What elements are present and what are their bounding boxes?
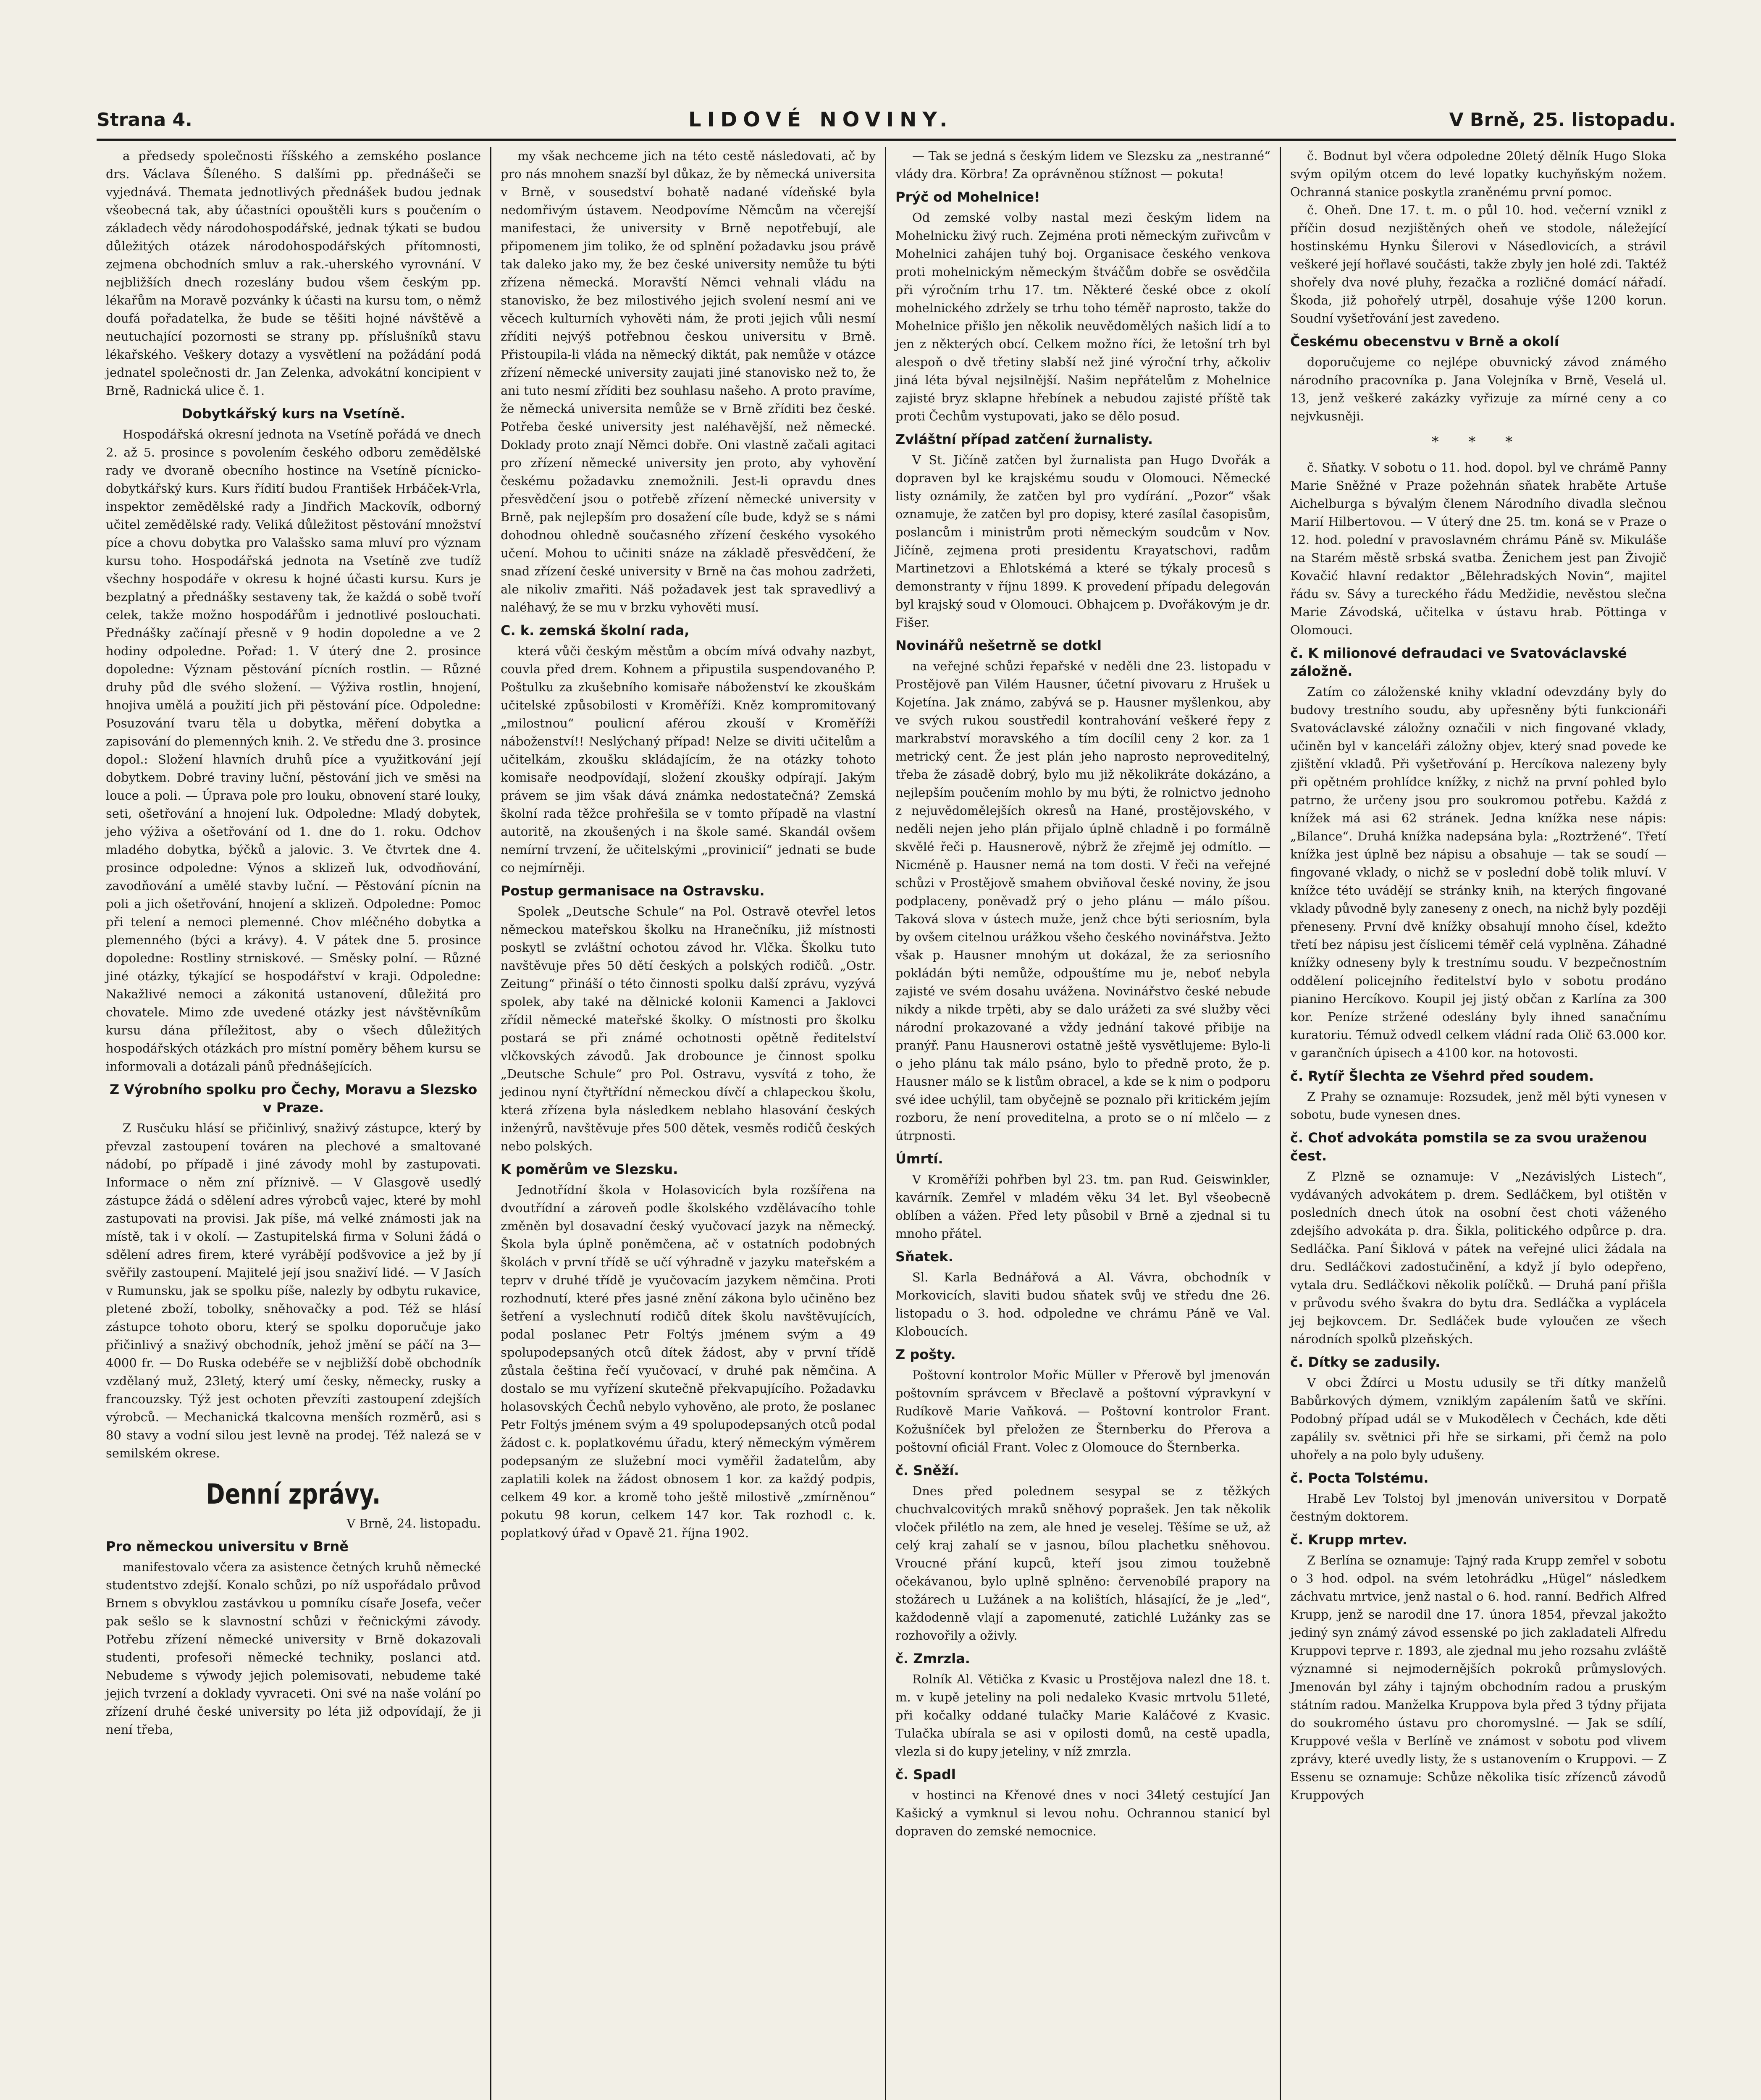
article-heading: Z Výrobního spolku pro Čechy, Moravu a Slezsko v Praze. xyxy=(109,1082,478,1116)
article-text: doporučujeme co nejlépe obuvnický závod známého národního pracovníka p. Jana Volejníka v Brně, Veselá ul. 13, jenž veškeré zakázky vyřizuje za mírné ceny a co nejvkusněji. xyxy=(1290,355,1667,423)
article-heading: č. Dítky se zadusily. xyxy=(1290,1354,1441,1370)
article-heading: Dobytkářský kurs na Vsetíně. xyxy=(181,406,405,422)
article-heading: č. Choť advokáta pomstila se za svou uraženou čest. xyxy=(1290,1130,1647,1164)
article-text: Zatím co záloženské knihy vkladní odevzdány byly do budovy trestního soudu, aby upřesněny býti funkcionáři Svatováclavské záložny označili v nich fingované vklady, učiněn byl v kanceláři záložny objev, který snad povede ke zjištění vkladů. Při vyšetřování p. Hercíkova nalezeny byly při opětném prohlídce knížky, z nichž na první pohled bylo patrno, že určeny jsou pro soukromou potřebu. Každá z knížek má asi 62 stránek. Jedna knížka nese nápis: „Bilance“. Druhá knížka nadepsána byla: „Roztržené“. Třetí knížka jest úplně bez nápisu a obsahuje — tak se soudí — fingované vklady, o nichž se v poslední době tolik mluví. V knížce této uvádějí se stránky knih, na kterých fingované vklady původně byly zaneseny z onech, na nichž byly později přeneseny. První dvě knížky obsahují mnoho čísel, kdežto třetí bez nápisu jest číslicemi téměř celá vyplněna. Záhadné knížky odneseny byly k trestnímu soudu. V bezpečnostním oddělení policejního ředitelství bylo v sobotu prodáno pianino Hercíkovo. Koupil jej jistý občan z Karlína za 300 kor. Peníze stržené odeslány byly ihned sanačnímu kuratoriu. Témuž odvedl celkem vládní rada Olič 63.000 kor. v garančních úpisech a 4100 kor. na hotovosti. xyxy=(1290,685,1667,1060)
article-heading: Úmrtí. xyxy=(895,1151,943,1167)
article-text: Od zemské volby nastal mezi českým lidem na Mohelnicku živý ruch. Zejména proti německým zuřivcům v Mohelnici zahájen tuhý boj. Organisace českého venkova proti mohelnickým německým štváčům dobře se osvědčila při výročním trhu 17. tm. Některé české obce z okolí mohelnického zdržely se trhu toho téměř naprosto, takže do Mohelnice přišlo jen několik neuvědomělých našich lidí a to jen z některých obcí. Celkem možno říci, že letošní trh byl alespoň o dvě třetiny slabší než jiné výroční trhy, ačkoliv jiná léta býval nejsilnější. Našim nepřátelům z Mohelnice zajisté bryz sklapne hřebínek a nebudou zajisté příště tak proti Čechům vystupovati, jako se dělo posud. xyxy=(895,210,1270,423)
article-heading: Prýč od Mohelnice! xyxy=(895,189,1040,205)
article-text: Z Rusčuku hlásí se přičinlivý, snaživý zástupce, který by převzal zastoupení továren na plechové a smaltované nádobí, po případě i jiné závody mohl by zastupovati. Informace o něm zní příznivě. — V Glasgově usedlý zástupce žádá o sdělení adres výrobců vajec, které by mohl zastupovati na provisi. Jak píše, má velké známosti jak na místě, tak i v okolí. — Zastupitelská firma v Soluni žádá o sdělení adres firem, které vyrábějí podšvovice a jež by jí svěřily zastoupení. Majitelé její jsou snaživí lidé. — V Jasích v Rumunsku, jak se spolku píše, nalezly by odbytu rukavice, pletené zboží, tobolky, sněhovačky a pod. Též se hlásí zástupce tohoto oboru, který se spolku doporučuje jako přičinlivý a snaživý obchodník, jehož jmění se páčí na 3—4000 fr. — Do Ruska odebéře se v nejbližší době obchodník vzdělaný muž, 23letý, který umí česky, německy, rusky a francouzsky. Týž jest ochoten převzíti zastoupení zdejších výrobců. — Mechanická tkalcovna menších rozměrů, asi s 80 stavy a vodní silou jest levně na prodej. Též nalezá se v semilském okrese. xyxy=(106,1121,481,1460)
article-text: která vůči českým městům a obcím mívá odvahy nazbyt, couvla před drem. Kohnem a připustila suspendovaného P. Poštulku za zkušebního komisaře náboženství ke zkouškám učitelské způsobilosti v Kroměříži. Kněz kompromitovaný „milostnou“ poulicní aférou zkouší v Kroměříži náboženství!! Neslýchaný případ! Nelze se diviti učitelům a učitelkám, zkoušku skládajícím, že na otázky tohoto komisaře neodpovídají, složení zkoušky odpírají. Jakým právem se jim však dává známka nedostatečná? Zemská školní rada těžce prohřešila se v tomto případě na vlastní autoritě, na zkoušených i na škole samé. Skandál ovšem nemírní trvzení, že učitelskými „provinicií“ jednati se bude co nejmírněji. xyxy=(501,644,876,875)
article-heading: Pro německou universitu v Brně xyxy=(106,1538,349,1554)
article-text: č. Bodnut byl včera odpoledne 20letý dělník Hugo Sloka svým opilým otcem do levé lopatky kuchyňským nožem. Ochranná stanice poskytla zraněnému první pomoc. xyxy=(1290,149,1667,199)
article-heading: Novinářů nešetrně se dotkl xyxy=(895,638,1102,654)
article-text: Z Berlína se oznamuje: Tajný rada Krupp zemřel v sobotu o 3 hod. odpol. na svém letohrádku „Hügel“ následkem záchvatu mrtvice, jenž nastal o 6. hod. ranní. Bedřich Alfred Krupp, jenž se narodil dne 17. února 1854, převzal jakožto jediný syn známý závod essenské po jich zakladateli Alfredu Kruppovi teprve r. 1893, ale zjednal mu jeho rozsahu zvláště významné si nejmodernějších pokroků průmyslových. Jmenován byl záhy i tajným obchodním radou a pruským státním radou. Manželka Kruppova byla před 3 týdny přijata do soukromého ústavu pro choromyslné. — Jak se sdílí, Kruppové vešla v Berlíně ve známost v sobotu pod vlivem zprávy, které uvedly listy, že s ustanovením o Kruppovi. — Z Essenu se oznamuje: Schůze několika tisíc zřízenců závodů Kruppových xyxy=(1290,1553,1667,1802)
article-heading: Zvláštní případ zatčení žurnalisty. xyxy=(895,431,1153,447)
page-number: Strana 4. xyxy=(97,109,192,131)
article-text: Sl. Karla Bednářová a Al. Vávra, obchodník v Morkovicích, slaviti budou sňatek svůj ve středu dne 26. listopadu o 3. hod. odpoledne ve chrámu Páně ve Val. Kloboucích. xyxy=(895,1270,1270,1339)
article-text: č. Sňatky. V sobotu o 11. hod. dopol. byl ve chrámě Panny Marie Sněžné v Praze požehnán sňatek hraběte Artuše Aichelburga s bývalým členem Národního divadla slečnou Marií Hilbertovou. — V úterý dne 25. tm. koná se v Praze o 12. hod. polední v pravoslavném chrámu Páně sv. Mikuláše na Starém městě srbská svatba. Ženichem jest pan Živojič Kovačić hlavní redaktor „Bělehradských Novin“, majitel řádu sv. Sávy a tureckého řádu Medžidie, nevěstou slečna Marie Závodská, učitelka v ústavu hrab. Pöttinga v Olomouci. xyxy=(1290,460,1667,637)
article-heading: č. K milionové defraudaci ve Svatováclavské záložně. xyxy=(1290,645,1627,679)
article-text: V obci Ždírci u Mostu udusily se tři dítky manželů Babůrkových dýmem, vzniklým zapálením šatů ve skříni. Podobný případ udál se v Mukodělech v Čechách, kde děti zapálily sv. světnici při hře se sirkami, při čemž na polo uhořely a na polo byly udušeny. xyxy=(1290,1376,1667,1462)
article-heading: č. Krupp mrtev. xyxy=(1290,1532,1408,1548)
article-heading: č. Spadl xyxy=(895,1767,956,1782)
article-text: Spolek „Deutsche Schule“ na Pol. Ostravě otevřel letos německou mateřskou školku na Hranečníku, již místnosti poskytl se zvláštní ochotou závod hr. Vlčka. Školku tuto navštěvuje přes 50 dětí českých a polských rodičů. „Ostr. Zeitung“ přináší o této činnosti spolku další zprávu, vyzývá spolek, aby také na dělnické kolonii Kamenci a Jaklovci zřídil německé mateřské školky. O místnosti pro školku postará se při známé ochotnosti opětně ředitelství vlčkovských závodů. Jak drobounce je činnost spolku „Deutsche Schule“ pro Pol. Ostravu, vysvítá z toho, že jedinou nyní čtyřtřídní německou dívčí a chlapeckou školu, která zřízena byla následkem neblaho hlasování českých inženýrů, navštěvuje přes 500 dětek, vesměs rodičů českých nebo polských. xyxy=(501,904,876,1153)
article-text: v hostinci na Křenové dnes v noci 34letý cestující Jan Kašický a vymknul si levou nohu. Ochrannou stanicí byl dopraven do zemské nemocnice. xyxy=(895,1788,1270,1838)
article-heading: Českému obecenstvu v Brně a okolí xyxy=(1290,333,1559,349)
article-heading: Sňatek. xyxy=(895,1249,953,1265)
article-heading: C. k. zemská školní rada, xyxy=(501,622,690,638)
article-text: — Tak se jedná s českým lidem ve Slezsku za „nestranné“ vlády dra. Körbra! Za oprávněnou stížnost — pokuta! xyxy=(895,149,1270,181)
article-heading: K poměrům ve Slezsku. xyxy=(501,1161,678,1177)
article-heading: Postup germanisace na Ostravsku. xyxy=(501,883,765,899)
article-text: manifestovalo včera za asistence četných kruhů německé studentstvo zdejší. Konalo schůzi, po níž uspořádalo průvod Brnem s obvyklou zastávkou u pomníku císaře Josefa, večer pak sešlo se k slavnostní schůzi v řečnickými závody. Potřebu zřízení německé university v Brně dokazovali studenti, profesoři německé techniky, poslanci atd. Nebudeme s výwody jejich polemisovati, nebudeme také jejich tvrzení a doklady vyvraceti. Oni své na naše volání po zřízení druhé české university po léta již odpovídají, že ji není třeba, xyxy=(106,1560,481,1737)
article-text: Dnes před polednem sesypal se z těžkých chuchvalcovitých mraků sněhový poprašek. Jen tak několik vloček přilétlo na zem, ale hned je veselej. Těšíme se už, až celý kraj zahalí se v jasnou, bílou plachetku sněhovou. Vroucné přání kupců, kteří jsou zimou toužebně očekávanou, bylo uplně splněno: červenobílé prapory na stožárech u Lužánek a na kolištích, hlásající, že je „led“, každodenně vlají a zapomenuté, zatichlé Lužánky zas se rozhovořily a oživly. xyxy=(895,1484,1270,1643)
article-heading: č. Zmrzla. xyxy=(895,1651,970,1667)
article-text: na veřejné schůzi řepařské v neděli dne 23. listopadu v Prostějově pan Vilém Hausner, účetní pivovaru z Hrušek u Kojetína. Jak známo, zabývá se p. Hausner myšlenkou, aby ve svých rukou soustředil kontrahování veškeré řepy z markrabství moravského a tím docílil ceny 2 kor. za 1 metrický cent. Že jest plán jeho naprosto neproveditelný, třeba že zásadě dobrý, bylo mu již několikráte dokázáno, a nejlepším poučením mohlo by mu býti, že rolnictvo jednoho z nejuvědomělejších okresů na Hané, prostějovského, v neděli nejen jeho plán přijalo úplně chladně i po formálně skvělé řeči p. Hausnerově, nýbrž že zřejmě jej odmítlo. — Nicméně p. Hausner nemá na tom dosti. V řeči na veřejné schůzi v Prostějově smahem obviňoval české noviny, že jsou podplaceny, poněvadž prý o jeho plánu — málo píšou. Taková slova v ústech muže, jenž chce býti seriosním, byla by ovšem citelnou urážkou všeho českého novinářstva. Ježto však p. Hausner mnohým ut dokázal, že za seriosního pokládán býti nemůže, odpouštíme mu je, neboť nebyla zajisté ve svém dosahu uvážena. Novinářstvo české nebude nikdy a nikde trpěti, aby se dalo urážeti za své služby věci národní prokazované a vždy jednání takové přibije na pranýř. Panu Hausnerovi ostatně ještě vysvětlujeme: Bylo-li o jeho plánu tak málo psáno, bylo to předně proto, že p. Hausner málo se k listům obracel, a kde se k nim o podporu své idee uchýlil, tam obyčejně se poznalo při kritickém jejím rozboru, že není proveditelna, a proto se o ní mlčelo — z útrpnosti. xyxy=(895,659,1270,1143)
column-2 xyxy=(491,147,886,2100)
article-text: my však nechceme jich na této cestě následovati, ač by pro nás mnohem snazší byl důkaz, že by německá universita v Brně, v sousedství bohatě nadané vídeňské byla nedomřivým ústavem. Neodpovíme Němcům na včerejší manifestaci, že university v Brně nepotřebují, ale připomenem jim toliko, že od splnění požadavku jsou právě tak daleko jako my, že bez české university nemůže tu býti zřízena německá. Moravští Němci vehnali vládu na stanovisko, že bez milostivého jejich svolení nesmí ani ve věcech kulturních vyhověti nám, že proti jejich vůli nesmí zříditi nejvýš potřebnou českou universitu v Brně. Přistoupila-li vláda na německý diktát, pak nemůže v otázce zřízení německé university zaujati jiné stanovisko než to, že ani tuto nesmí zříditi bez souhlasu našeho. A proto pravíme, že německá universita nemůže se v Brně zříditi bez české. Potřeba české university jest naléhavější, než německé. Doklady proto znají Němci dobře. Oni vlastně začali agitaci pro zřízení německé university jen proto, aby vyhovění českému požadavku znemožnili. Jest-li opravdu dnes přesvědčení jsou o potřebě zřízení německé university v Brně, pak nejlepším pro dosažení cíle bude, když se s námi dohodnou ohledně současného zřízení českého vysokého učení. Mohou to učiniti snáze na základě přesvědčení, že snad zřízení české university v Brně na čas mohou zadržeti, ale nikoliv zmařiti. Náš požadavek jest tak spravedlivý a naléhavý, že se mu v brzku vyhověti musí. xyxy=(501,149,876,614)
article-text: Poštovní kontrolor Mořic Müller v Přerově byl jmenován poštovním správcem v Břeclavě a poštovní výpravkyní v Rudíkově Marie Vaňková. — Poštovní kontrolor Frant. Kožušníček byl přeložen ze Šternberku do Přerova a poštovní oficiál Frant. Volec z Olomouce do Šternberka. xyxy=(895,1368,1270,1454)
article-text: Z Plzně se oznamuje: V „Nezávislých Listech“, vydávaných advokátem p. drem. Sedláčkem, byl otištěn v posledních dnech útok na osobní čest choti váženého zdejšího advokáta p. dra. Šikla, politického odpůrce p. dra. Sedláčka. Paní Šiklová v pátek na veřejné ulici žádala na dru. Sedláčkovi zadostučinění, a když jí bylo odepřeno, vytala dru. Sedláčkovi několik políčků. — Druhá paní přišla v průvodu svého švakra do bytu dra. Sedláčka a vyplácela jej bejkovcem. Dr. Sedláček bude vyloučen ze všech národních spolků plzeňských. xyxy=(1290,1169,1667,1346)
article-text: Z Prahy se oznamuje: Rozsudek, jenž měl býti vynesen v sobotu, bude vynesen dnes. xyxy=(1290,1089,1667,1122)
article-text: Jednotřídní škola v Holasovicích byla rozšířena na dvoutřídní a zároveň podle školského vzdělávacího tohle změněn byl dosavadní český vyučovací jazyk na německý. Škola byla úplně poněmčena, ač v ostatních podobných školách v první třídě se učí výhradně v jazyku mateřském a teprv v druhé třídě je vyučovacím jazykem němčina. Proti rozhodnutí, které přes jasné znění zákona bylo učiněno bez šetření a vyslechnutí rodičů dítek školu navštěvujících, podal poslanec Petr Foltýs jménem svým a 49 spolupodepsaných otců dítek žádost, aby v první třídě zůstala čeština řečí vyučovací, v druhé pak němčina. A dostalo se mu vyřízení skutečně překvapujícího. Požadavku holasovských Čechů nebylo vyhověno, ale proto, že poslanec Petr Foltýs jménem svým a 49 spolupodepsaných otců podal žádost c. k. poplatkovému úřadu, který německým výměrem podepsaným ze služební moci vyměřil žadatelům, aby zaplatili kolek na žádost obnosem 1 kor. za každý podpis, celkem 49 kor. a kromě toho ještě milostivě „zmírněnou“ pokutu 98 korun, celkem 147 kor. Tak rozhodl c. k. poplatkový úřad v Opavě 21. října 1902. xyxy=(501,1183,876,1540)
article-text: č. Oheň. Dne 17. t. m. o půl 10. hod. večerní vznikl z příčin dosud nezjištěných oheň ve stodole, náležející hostinskému Hynku Šilerovi v Násedlovicích, a strávil veškeré její hořlavé součásti, takže zbyly jen holé zdi. Taktéž shořely dva nové pluhy, řezačka a rozličné domácí nářadí. Škoda, již pohořelý utrpěl, dosahuje výše 1200 korun. Soudní vyšetřování jest zavedeno. xyxy=(1290,203,1667,326)
article-text: Hrabě Lev Tolstoj byl jmenován universitou v Dorpatě čestným doktorem. xyxy=(1290,1491,1667,1524)
article-heading: č. Rytíř Šlechta ze Všehrd před soudem. xyxy=(1290,1068,1594,1084)
column-1 xyxy=(97,147,491,2100)
article-heading: Z pošty. xyxy=(895,1347,956,1362)
article-heading: č. Pocta Tolstému. xyxy=(1290,1470,1429,1486)
article-heading: č. Sněží. xyxy=(895,1462,959,1478)
section-title: Denní zprávy. xyxy=(206,1478,381,1510)
article-text: V St. Jičíně zatčen byl žurnalista pan Hugo Dvořák a dopraven byl ke krajskému soudu v Olomouci. Německé listy oznámily, že zatčen byl pro vydírání. „Pozor“ však oznamuje, že zatčen byl pro dopisy, které zasílal časopisům, poslancům i ministrům proti německým soudcům v Nov. Jičíně, zejmena proti presidentu Krayatschovi, radům Martinetzovi a Ehlotskémá a které se týkaly procesů s demonstranty v říjnu 1899. K provedení případu delegován byl krajský soud v Olomouci. Obhajcem p. Dvořákovým je dr. Fišer. xyxy=(895,453,1270,630)
issue-date: V Brně, 25. listopadu. xyxy=(1449,109,1676,131)
article-text: Hospodářská okresní jednota na Vsetíně pořádá ve dnech 2. až 5. prosince s povolením českého odboru zemědělské rady ve dvoraně obecního hostince na Vsetíně pícnicko-dobytkářský kurs. Kurs řídití budou František Hrbáček-Vrla, inspektor zemědělské rady a Jindřich Mackovík, odborný učitel zemědělské rady. Veliká důležitost pěstování množství píce a chovu dobytka pro Valašsko sama mluví pro význam kursu toho. Hospodářská jednota na Vsetíně zve tudíž všechny hospodáře v okresu k hojné účasti kursu. Kurs je bezplatný a přednášky sestaveny tak, že každá o sobě tvoří celek, takže možno hospodářům i jednotlivé poslouchati. Přednášky začínají přesně v 9 hodin dopoledne a ve 2 hodiny odpoledne. Pořad: 1. V úterý dne 2. prosince dopoledne: Význam pěstování pícních rostlin. — Různé druhy půd dle svého složení. — Výživa rostlin, hnojení, hnojiva umělá a použití jich při pěstování píce. Odpoledne: Posuzování tvaru těla u dobytka, měření dobytka a zapisování do plemenných knih. 2. Ve středu dne 3. prosince dopol.: Složení hlavních druhů píce a využitkování její dobytkem. Dobré traviny luční, pěstování jich ve směsi na louce a poli. — Úprava pole pro louku, obnovení staré louky, seti, ošetřování a hnojení luk. Odpoledne: Mladý dobytek, jeho výživa a ošetřování od 1. dne do 1. roku. Odchov mladého dobytka, býčků a jalovic. 3. Ve čtvrtek dne 4. prosince odpoledne: Výnos a sklizeň luk, odvodňování, zavodňování a umělé stavby luční. — Pěstování pícnin na poli a jich ošetřování, hnojení a sklizeň. Odpoledne: Pomoc při telení a nemoci plemenné. Chov mléčného dobytka a plemenného (býci a krávy). 4. V pátek dne 5. prosince dopoledne: Rostliny strniskové. — Směsky polní. — Různé jiné otázky, týkající se hospodářství v kraji. Odpoledne: Nakažlivé nemoci a zákonitá ustanovení, důležitá pro chovatele. Mimo zde uvedené otázky jest návštěvníkům kursu dána příležitost, aby o všech důležitých hospodářských otázkách pro místní poměry během kursu se informovali a dotázali pánů přednášejících. xyxy=(106,427,481,1074)
masthead-title: LIDOVÉ NOVINY. xyxy=(688,108,953,131)
separator-stars: * * * xyxy=(1431,433,1525,450)
article-text: Rolník Al. Větička z Kvasic u Prostějova nalezl dne 18. t. m. v kupě jeteliny na poli nedaleko Kvasic mrtvolu 51leté, při kočalky oddané tulačky Marie Kaláčové z Kvasic. Tulačka ubírala se asi v opilosti domů, na cestě upadla, vlezla si do kupy jeteliny, v níž zmrzla. xyxy=(895,1672,1270,1759)
column-4 xyxy=(1281,147,1676,2100)
article-text: a předsedy společnosti říšského a zemského poslance drs. Václava Šíleného. S dalšími pp. přednášeči se vyjednává. Themata jednotlivých přednášek budou jednak všeobecná tak, aby účastníci opouštěli kurs s poučením o základech vědy národohospodářské, jednak týkati se budou důležitých otázek národohospodářských přítomnosti, zejmena obchodních smluv a rak.-uherského vyrovnání. V nejbližších dnech rozeslány budou všem českým pp. lékařům na Moravě pozvánky k účasti na kursu tom, o němž doufá pořadatelka, že bude se těšiti hojné návštěvě a neutuchající pozornosti se strany pp. příslušníků stavu lékařského. Veškery dotazy a vysvětlení na požádání podá jednatel společnosti dr. Jan Zelenka, advokátní koncipient v Brně, Radnická ulice č. 1. xyxy=(106,149,481,398)
page-header xyxy=(97,101,1676,141)
article-text: V Kroměříži pohřben byl 23. tm. pan Rud. Geiswinkler, kavárník. Zemřel v mladém věku 34 let. Byl všeobecně oblíben a vážen. Před lety působil v Brně a zjednal si tu mnoho přátel. xyxy=(895,1172,1270,1241)
columns xyxy=(97,147,1676,2100)
column-3 xyxy=(886,147,1281,2100)
section-dateline: V Brně, 24. listopadu. xyxy=(346,1516,481,1530)
